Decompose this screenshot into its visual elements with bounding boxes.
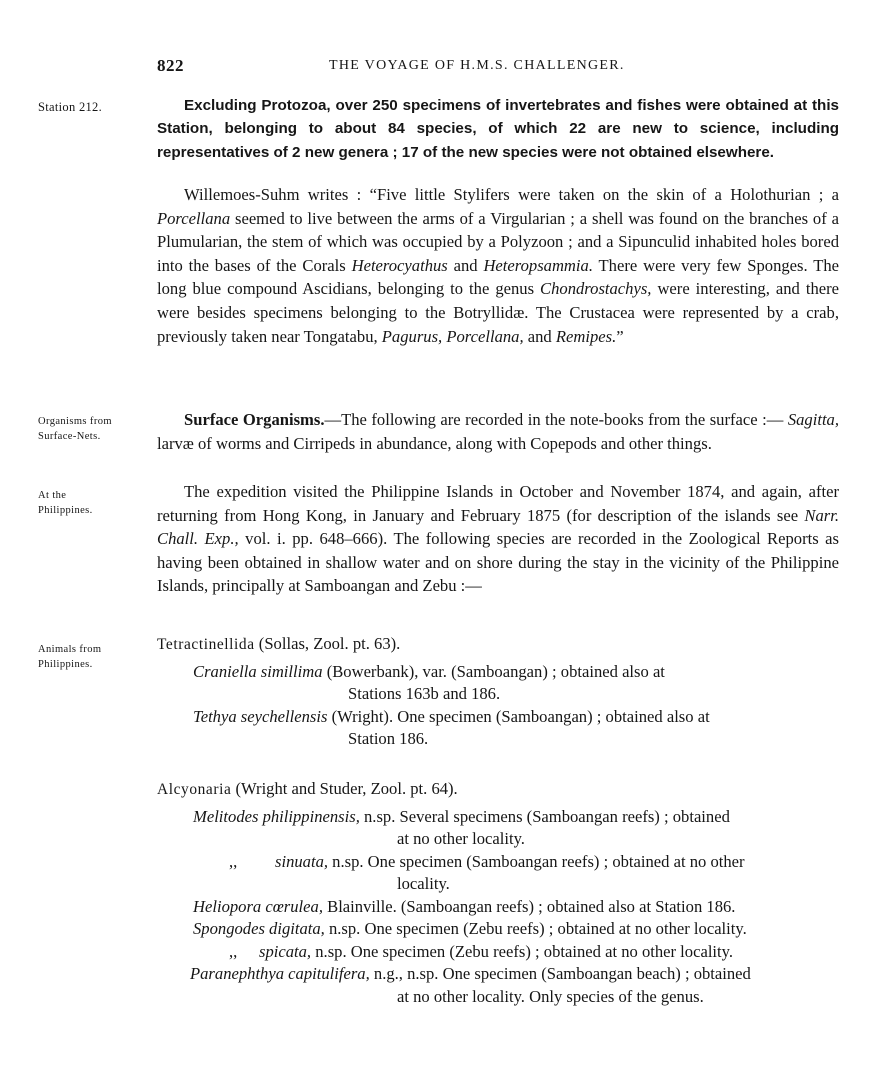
sidenote-animals: Animals from Philippines. — [38, 644, 102, 670]
willemoes-quote — [157, 183, 839, 348]
group-heading: Tetractinellida (Sollas, Zool. pt. 63). — [157, 634, 401, 653]
summary-paragraph: Excluding Protozoa, over 250 specimens of invertebrates and fishes were obtained at this Station, belonging to about 84 species, of which 22 are new to science, including representatives of 2 new genera ; 17 of the new species were not obtained elsewhere. — [157, 97, 839, 161]
tetractinellida-group — [157, 633, 839, 751]
running-title: THE VOYAGE OF H.M.S. CHALLENGER. — [329, 58, 625, 73]
surface-organisms — [157, 408, 839, 455]
quote-paragraph: Willemoes-Suhm writes : “Five little Stylifers were taken on the skin of a Holothurian ; a Porcellana seemed to live between the arms of a Virgularian ; a shell was found on the branches of a Plumularian, the stem of which was occupied by a Polyzoon ; and a Sipunculid inhabited holes bored into the bases of the Corals Heterocyathus and Heteropsammia. There were very few Sponges. The long blue compound Ascidians, belonging to the genus Chondrostachys, were interesting, and there were besides specimens belonging to the Botryllidæ. The Crustacea were represented by a crab, previously taken near Tongatabu, Pagurus, Porcellana, and Remipes.” — [157, 185, 840, 346]
page-header — [157, 56, 839, 80]
sidenote-station: Station 212. — [38, 100, 103, 114]
group-heading: Alcyonaria (Wright and Studer, Zool. pt. 64). — [157, 779, 458, 798]
species-entry: Tethya seychellensis (Wright). One specimen (Samboangan) ; obtained also at Station 186. — [193, 706, 710, 748]
alcyonaria-group — [157, 778, 839, 1008]
species-entry: ,, spicata, n.sp. One specimen (Zebu reefs) ; obtained at no other locality. — [229, 941, 734, 961]
sidenote-philippines: At the Philippines. — [38, 490, 93, 516]
sidenote-surface: Organisms from Surface-Nets. — [38, 416, 112, 442]
station-summary — [157, 94, 839, 164]
surface-paragraph: Surface Organisms.—The following are recorded in the note-books from the surface :— Sagitta, larvæ of worms and Cirripeds in abundance, along with Copepods and other things. — [157, 410, 839, 453]
species-entry: Paranephthya capitulifera, n.g., n.sp. One specimen (Samboangan beach) ; obtained at no other locality. Only species of the genus. — [190, 964, 751, 1006]
species-entry: Heliopora cœrulea, Blainville. (Samboangan reefs) ; obtained also at Station 186. — [193, 896, 736, 916]
philippines-section — [157, 480, 839, 598]
species-entry: Melitodes philippinensis, n.sp. Several specimens (Samboangan reefs) ; obtained at no other locality. — [193, 806, 730, 848]
species-entry: Spongodes digitata, n.sp. One specimen (Zebu reefs) ; obtained at no other locality. — [193, 919, 747, 938]
philippines-paragraph: The expedition visited the Philippine Islands in October and November 1874, and again, after returning from Hong Kong, in January and February 1875 (for description of the islands see Narr. Chall. Exp., vol. i. pp. 648–666). The following species are recorded in the Zoological Reports as having been obtained in shallow water and on shore during the stay in the vicinity of the Philippine Islands, principally at Samboangan and Zebu :— — [157, 482, 839, 596]
page-number: 822 — [157, 56, 184, 75]
species-entry: Craniella simillima (Bowerbank), var. (Samboangan) ; obtained also at Stations 163b and 186. — [193, 661, 665, 703]
species-entry: ,, sinuata, n.sp. One specimen (Samboangan reefs) ; obtained at no other locality. — [229, 851, 745, 893]
